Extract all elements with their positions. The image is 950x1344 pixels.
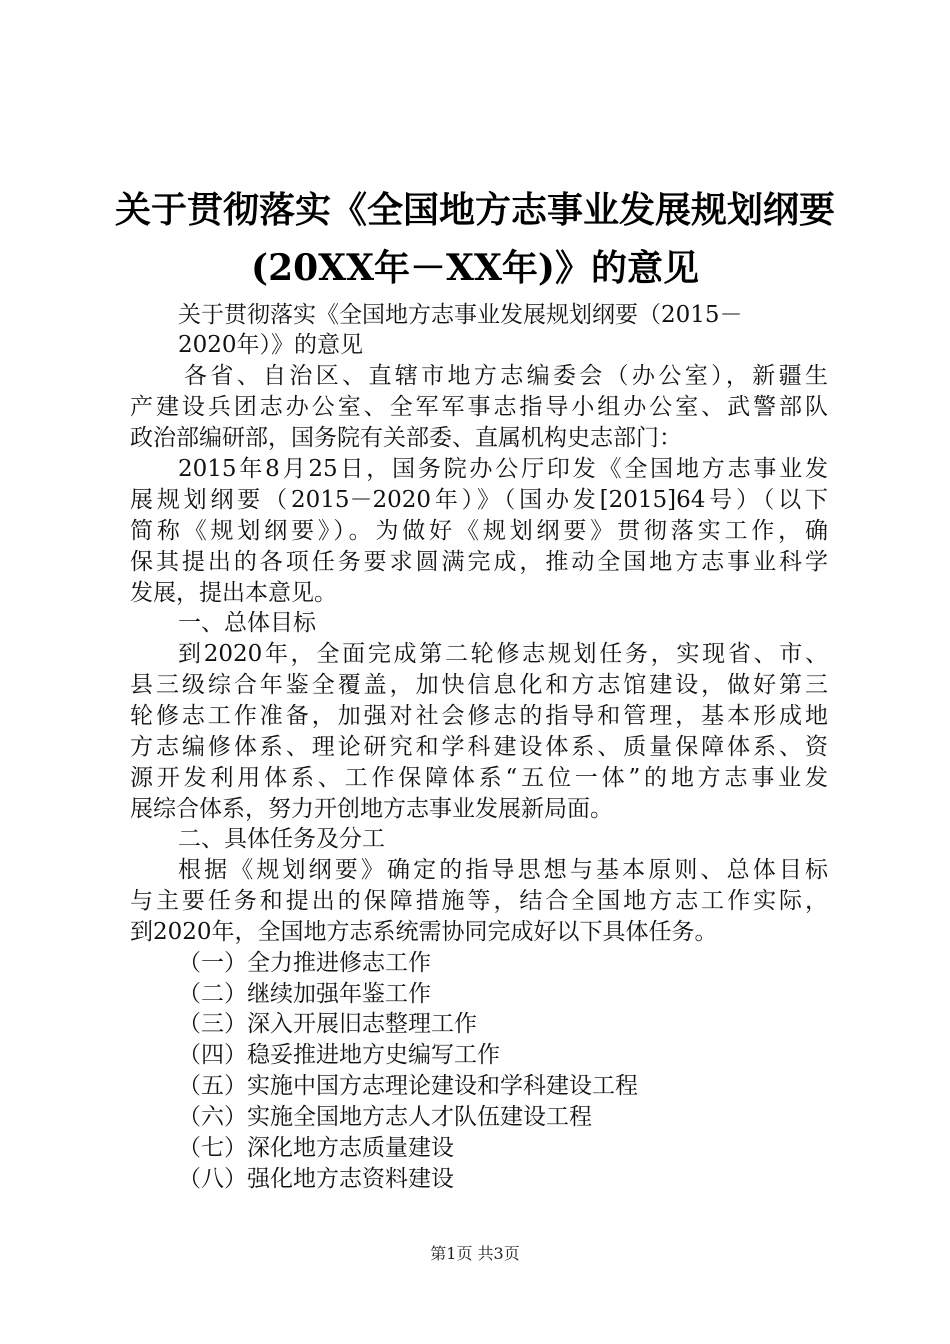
task-item: （二）继续加强年鉴工作: [178, 981, 431, 1007]
body-line: 2015年8月25日，国务院办公厅印发《全国地方志事业发: [178, 456, 828, 482]
section-heading: 二、具体任务及分工: [178, 826, 385, 852]
task-item: （四）稳妥推进地方史编写工作: [178, 1042, 500, 1068]
body-line: 到2020年，全国地方志系统需协同完成好以下具体任务。: [130, 919, 718, 945]
body-line: 到2020年，全面完成第二轮修志规划任务，实现省、市、: [178, 641, 828, 667]
body-line: 政治部编研部，国务院有关部委、直属机构史志部门：: [130, 425, 682, 451]
document-title-line-2: (20XX年－XX年)》的意见: [251, 247, 699, 289]
body-line: 产建设兵团志办公室、全军军事志指导小组办公室、武警部队: [130, 394, 828, 420]
task-item: （三）深入开展旧志整理工作: [178, 1011, 477, 1037]
body-line: 展规划纲要（2015－2020年）》（国办发[2015]64号）（以下: [130, 487, 828, 513]
body-line: 轮修志工作准备，加强对社会修志的指导和管理，基本形成地: [130, 703, 828, 729]
body-line: 简称《规划纲要》）。为做好《规划纲要》贯彻落实工作，确: [130, 518, 828, 544]
body-line: 方志编修体系、理论研究和学科建设体系、质量保障体系、资: [130, 734, 828, 760]
body-line: 源开发利用体系、工作保障体系“五位一体”的地方志事业发: [130, 765, 828, 791]
task-item: （一）全力推进修志工作: [178, 950, 431, 976]
body-line: 县三级综合年鉴全覆盖，加快信息化和方志馆建设，做好第三: [130, 672, 828, 698]
body-line: 与主要任务和提出的保障措施等，结合全国地方志工作实际，: [130, 888, 828, 914]
body-line: 各省、自治区、直辖市地方志编委会（办公室），新疆生: [184, 363, 828, 389]
body-line: 关于贯彻落实《全国地方志事业发展规划纲要（2015－: [178, 302, 743, 328]
section-heading: 一、总体目标: [178, 610, 316, 636]
body-line: 2020年）》的意见: [178, 332, 364, 358]
document-title-line-1: 关于贯彻落实《全国地方志事业发展规划纲要: [114, 189, 835, 231]
body-line: 发展，提出本意见。: [130, 580, 337, 606]
task-item: （八）强化地方志资料建设: [178, 1166, 454, 1192]
body-line: 根据《规划纲要》确定的指导思想与基本原则、总体目标: [178, 857, 828, 883]
body-line: 展综合体系，努力开创地方志事业发展新局面。: [130, 796, 613, 822]
body-line: 保其提出的各项任务要求圆满完成，推动全国地方志事业科学: [130, 549, 828, 575]
task-item: （五）实施中国方志理论建设和学科建设工程: [178, 1073, 638, 1099]
task-item: （七）深化地方志质量建设: [178, 1135, 454, 1161]
page-number-footer: 第1页 共3页: [430, 1244, 520, 1263]
task-item: （六）实施全国地方志人才队伍建设工程: [178, 1104, 592, 1130]
